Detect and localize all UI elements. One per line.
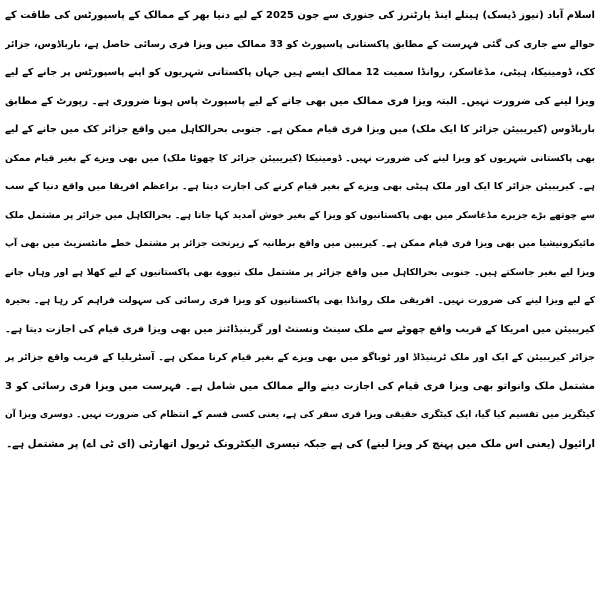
article-line: کیریبیئن میں امریکا کے قریب واقع چھوٹے سے ملک سینٹ ونسنٹ اور گرینیڈائنز میں بھی ویزا فری قیام کی اجازت دیتا ہے۔: [5, 323, 595, 335]
article-line: بھی پاکستانی شہریوں کو ویزا لینے کی ضرورت نہیں۔ ڈومینیکا (کیریبیئن جزائر کا چھوٹا ملک) میں بھی ویزے کے بغیر قیام ممکن: [5, 152, 595, 164]
article-line: سے چوتھے بڑے جزیرے مڈغاسکر میں بھی پاکستانیوں کو ویزا کے بغیر خوش آمدید کہا جاتا ہے۔ بحرالکاہل میں جزائر پر مشتمل ملک: [5, 209, 595, 221]
article-line: کیٹگریز میں تقسیم کیا گیا، ایک کیٹگری حقیقی ویزا فری سفر کی ہے، یعنی کسی قسم کے انتظام کی ضرورت نہیں۔ دوسری ویزا آن: [5, 410, 595, 420]
article-line: حوالے سے جاری کی گئی فہرست کے مطابق پاکستانی پاسپورٹ کو 33 ممالک میں ویزا فری رسائی حاصل ہے، بارباڈوس، جزائر: [5, 38, 595, 50]
article-line: کک، ڈومینیکا، ہیٹی، مڈغاسکر، روانڈا سمیت 12 ممالک ایسے ہیں جہاں پاکستانی شہریوں کو اپنے پاسپورٹس پر جانے کے لیے: [5, 67, 595, 78]
article-line: ارائیول (یعنی اس ملک میں پہنچ کر ویزا لینے) کی ہے جبکہ تیسری الیکٹرونک ٹریول اتھارٹی (ای ٹی اے) پر مشتمل ہے۔: [6, 437, 595, 450]
article-line: کے لیے ویزا لینے کی ضرورت نہیں۔ افریقی ملک روانڈا بھی پاکستانیوں کو ویزا فری رسائی کی سہولت فراہم کر رہا ہے۔ بحیرہ: [5, 295, 595, 306]
article-line: ہے۔ کیریبیئن جزائر کا ایک اور ملک ہیٹی بھی ویزے کے بغیر قیام کرنے کی اجازت دیتا ہے۔ براعظم افریقا میں واقع دنیا کے سب: [5, 181, 595, 192]
article-line: جزائر کیریبیئن کے ایک اور ملک ٹرینیڈاڈ اور ٹوباگو میں بھی ویزے کے بغیر قیام کرنا ممکن ہے۔ آسٹریلیا کے قریب واقع جزائر پر: [5, 352, 595, 363]
article-line: اسلام آباد (نیوز ڈیسک) ہینلے اینڈ پارٹنرز کی جنوری سے جون 2025 کے لیے دنیا بھر کے ممالک کے پاسپورٹس کی طاقت کے: [5, 10, 595, 21]
article-line: مائیکرونیشیا میں بھی ویزا فری قیام ممکن ہے۔ کیریبین میں واقع برطانیہ کے زیرتحت جزائر پر مشتمل خطے مانٹسریٹ میں بھی آپ: [5, 239, 595, 249]
article-line: ویزا لینے کی ضرورت نہیں۔ البتہ ویزا فری ممالک میں بھی جانے کے لیے پاسپورٹ پاس ہونا ضروری ہے۔ رپورٹ کے مطابق: [5, 95, 595, 107]
article-line: ویزا لیے بغیر جاسکتے ہیں۔ جنوبی بحرالکاہل میں واقع جزائر پر مشتمل ملک نیووے بھی پاکستانیوں کے لیے کھلا ہے اور وہاں جانے: [5, 266, 595, 278]
article-line: مشتمل ملک وانواتو بھی ویزا فری قیام کی اجازت دینے والے ممالک میں شامل ہے۔ فہرست میں ویزا فری رسائی کو 3: [5, 380, 595, 392]
article-line: بارباڈوس (کیریبیئن جزائر کا ایک ملک) میں ویزا فری قیام ممکن ہے۔ جنوبی بحرالکاہل میں واقع جزائر کک میں جانے کے لیے: [5, 124, 595, 135]
